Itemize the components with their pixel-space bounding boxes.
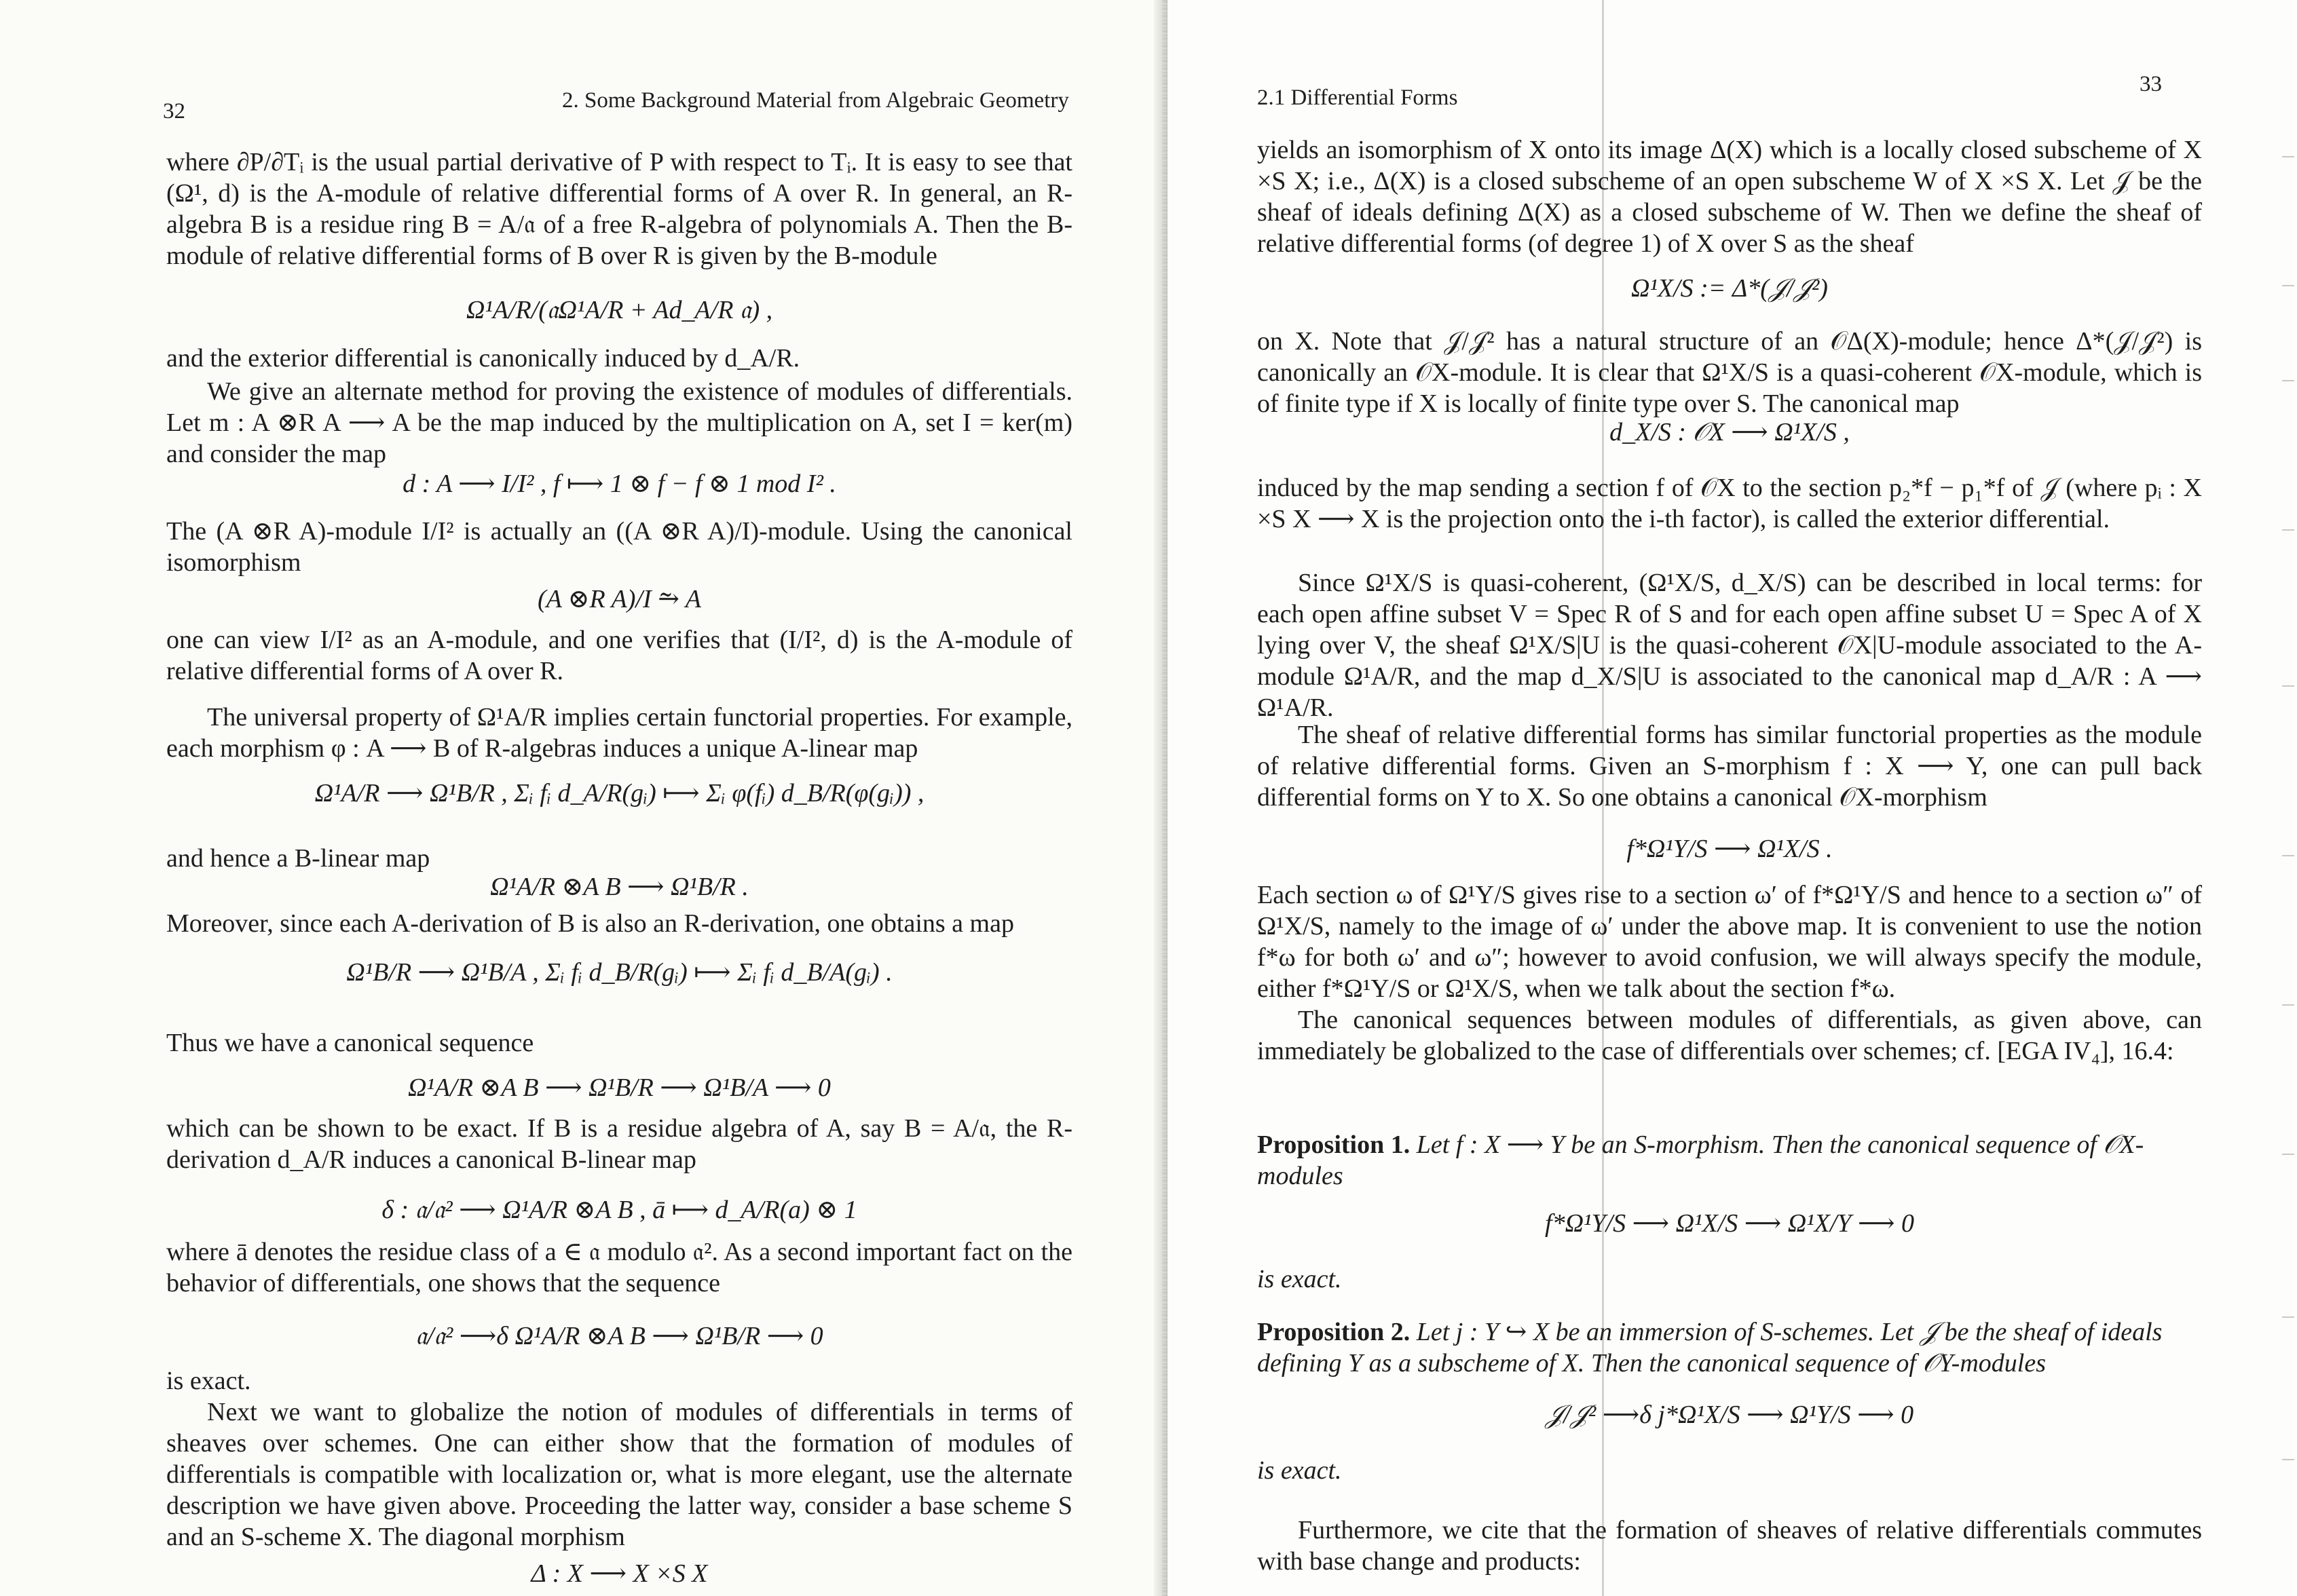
page-edge-marks [2277, 0, 2297, 1596]
left-eq-7: Ω¹A/R ⊗A B ⟶ Ω¹B/R ⟶ Ω¹B/A ⟶ 0 [408, 1074, 831, 1102]
scan-fold-line [1602, 0, 1604, 1596]
left-para-10: which can be shown to be exact. If B is a residue algebra of A, say B = A/𝔞, the R-derivation d_A/R induces a canonical B-linear map [166, 1114, 1072, 1174]
proposition-2-end: is exact. [1257, 1456, 1342, 1485]
right-page [1168, 0, 2297, 1596]
left-para-12: is exact. [166, 1367, 251, 1395]
left-para-2: and the exterior differential is canonically induced by d_A/R. [166, 344, 800, 373]
right-para-5: The sheaf of relative differential forms has similar functorial properties as the module of relative differential forms. Given an S-morphism f : X ⟶ Y, one can pull back differential forms on Y to X. So one obtains a canonical 𝒪X-morphism [1257, 721, 2202, 812]
left-eq-8: δ : 𝔞/𝔞² ⟶ Ω¹A/R ⊗A B , ā ⟼ d_A/R(a) ⊗ 1 [381, 1196, 857, 1224]
left-para-1: where ∂P/∂Tᵢ is the usual partial derivative of P with respect to Tᵢ. It is easy to see that (Ω¹, d) is the A-module of relative differential forms of A over R. In general, an R-algebra B is a residue ring B = A/𝔞 of a free R-algebra of polynomials A. Then the B-module of relative differential forms of B over R is given by the B-module [166, 148, 1072, 270]
left-para-11: where ā denotes the residue class of a ∈ 𝔞 modulo 𝔞². As a second important fact on the behavior of differentials, one shows that the sequence [166, 1238, 1072, 1297]
left-para-4: The (A ⊗R A)-module I/I² is actually an ((A ⊗R A)/I)-module. Using the canonical isomorphism [166, 517, 1072, 577]
proposition-2-label: Proposition 2. [1257, 1318, 1411, 1346]
right-running-head: 2.1 Differential Forms [1257, 86, 1458, 110]
left-eq-3: (A ⊗R A)/I ⥲ A [538, 585, 701, 613]
proposition-2-statement: Let j : Y ↪ X be an immersion of S-schemes. Let 𝒥 be the sheaf of ideals defining Y as a subscheme of X. Then the canonical sequence of 𝒪Y-modules [1257, 1318, 2163, 1378]
proposition-1 [1257, 1129, 2202, 1192]
left-page-number: 32 [163, 99, 185, 124]
left-para-6: The universal property of Ω¹A/R implies certain functorial properties. For example, each morphism φ : A ⟶ B of R-algebras induces a unique A-linear map [166, 703, 1072, 763]
left-running-head: 2. Some Background Material from Algebraic Geometry [562, 88, 1069, 113]
right-para-7: The canonical sequences between modules of differentials, as given above, can immediately be globalized to the case of differentials over schemes; cf. [EGA IV₄], 16.4: [1257, 1006, 2202, 1065]
right-page-number: 33 [2140, 72, 2162, 96]
right-eq-2: d_X/S : 𝒪X ⟶ Ω¹X/S , [1609, 418, 1850, 446]
right-para-4: Since Ω¹X/S is quasi-coherent, (Ω¹X/S, d_X/S) can be described in local terms: for each open affine subset V = Spec R of S and for each open affine subset U = Spec A of X lying over V, the sheaf Ω¹X/S|U is the quasi-coherent 𝒪X|U-module associated to the A-module Ω¹A/R, and the map d_X/S|U is associated to the canonical map d_A/R : A ⟶ Ω¹A/R. [1257, 569, 2202, 722]
left-eq-6: Ω¹B/R ⟶ Ω¹B/A , Σᵢ fᵢ d_B/R(gᵢ) ⟼ Σᵢ fᵢ d_B/A(gᵢ) . [346, 958, 893, 987]
right-para-8: Furthermore, we cite that the formation of sheaves of relative differentials commutes with base change and products: [1257, 1516, 2202, 1576]
left-para-9: Thus we have a canonical sequence [166, 1029, 534, 1057]
left-para-13: Next we want to globalize the notion of modules of differentials in terms of sheaves over schemes. One can either show that the formation of modules of differentials is compatible with localization or, what is more elegant, use the alternate description we have given above. Proceeding the latter way, consider a base scheme S and an S-scheme X. The diagonal morphism [166, 1398, 1072, 1551]
left-eq-4: Ω¹A/R ⟶ Ω¹B/R , Σᵢ fᵢ d_A/R(gᵢ) ⟼ Σᵢ φ(fᵢ) d_B/R(φ(gᵢ)) , [314, 779, 925, 808]
left-eq-9: 𝔞/𝔞² ⟶δ Ω¹A/R ⊗A B ⟶ Ω¹B/R ⟶ 0 [415, 1322, 823, 1350]
left-eq-2: d : A ⟶ I/I² , f ⟼ 1 ⊗ f − f ⊗ 1 mod I² . [403, 470, 836, 498]
proposition-2 [1257, 1316, 2202, 1379]
left-para-8: Moreover, since each A-derivation of B is also an R-derivation, one obtains a map [166, 909, 1014, 938]
right-eq-5: 𝒥/𝒥² ⟶δ j*Ω¹X/S ⟶ Ω¹Y/S ⟶ 0 [1545, 1401, 1914, 1429]
left-eq-1: Ω¹A/R/(𝔞Ω¹A/R + Ad_A/R 𝔞) , [466, 296, 773, 324]
right-eq-3: f*Ω¹Y/S ⟶ Ω¹X/S . [1626, 835, 1833, 863]
right-para-2: on X. Note that 𝒥/𝒥² has a natural structure of an 𝒪Δ(X)-module; hence Δ*(𝒥/𝒥²) is canonically an 𝒪X-module. It is clear that Ω¹X/S is a quasi-coherent 𝒪X-module, which is of finite type if X is locally of finite type over S. The canonical map [1257, 327, 2202, 418]
right-para-1: yields an isomorphism of X onto its image Δ(X) which is a locally closed subscheme of X ×S X; i.e., Δ(X) is a closed subscheme of an open subscheme W of X ×S X. Let 𝒥 be the sheaf of ideals defining Δ(X) as a closed subscheme of W. Then we define the sheaf of relative differential forms (of degree 1) of X over S as the sheaf [1257, 136, 2202, 258]
right-para-6: Each section ω of Ω¹Y/S gives rise to a section ω′ of f*Ω¹Y/S and hence to a section ω″ of Ω¹X/S, namely to the image of ω′ under the above map. It is convenient to use the notion f*ω for both ω′ and ω″; however to avoid confusion, we will always specify the module, either f*Ω¹Y/S or Ω¹X/S, when we talk about the section f*ω. [1257, 881, 2202, 1003]
left-para-5: one can view I/I² as an A-module, and one verifies that (I/I², d) is the A-module of relative differential forms of A over R. [166, 626, 1072, 685]
left-eq-10: Δ : X ⟶ X ×S X [531, 1559, 708, 1588]
proposition-1-statement: Let f : X ⟶ Y be an S-morphism. Then the canonical sequence of 𝒪X-modules [1257, 1130, 2144, 1190]
proposition-1-end: is exact. [1257, 1265, 1342, 1293]
right-para-3: induced by the map sending a section f of 𝒪X to the section p₂*f − p₁*f of 𝒥 (where pᵢ : X ×S X ⟶ X is the projection onto the i-th factor), is called the exterior differential. [1257, 474, 2202, 533]
right-eq-4: f*Ω¹Y/S ⟶ Ω¹X/S ⟶ Ω¹X/Y ⟶ 0 [1545, 1209, 1914, 1238]
right-eq-1: Ω¹X/S := Δ*(𝒥/𝒥²) [1631, 274, 1828, 303]
left-para-7: and hence a B-linear map [166, 844, 430, 873]
left-eq-5: Ω¹A/R ⊗A B ⟶ Ω¹B/R . [490, 873, 749, 901]
left-para-3: We give an alternate method for proving the existence of modules of differentials. Let m : A ⊗R A ⟶ A be the map induced by the multiplication on A, set I = ker(m) and consider the map [166, 377, 1072, 468]
proposition-1-label: Proposition 1. [1257, 1130, 1411, 1159]
